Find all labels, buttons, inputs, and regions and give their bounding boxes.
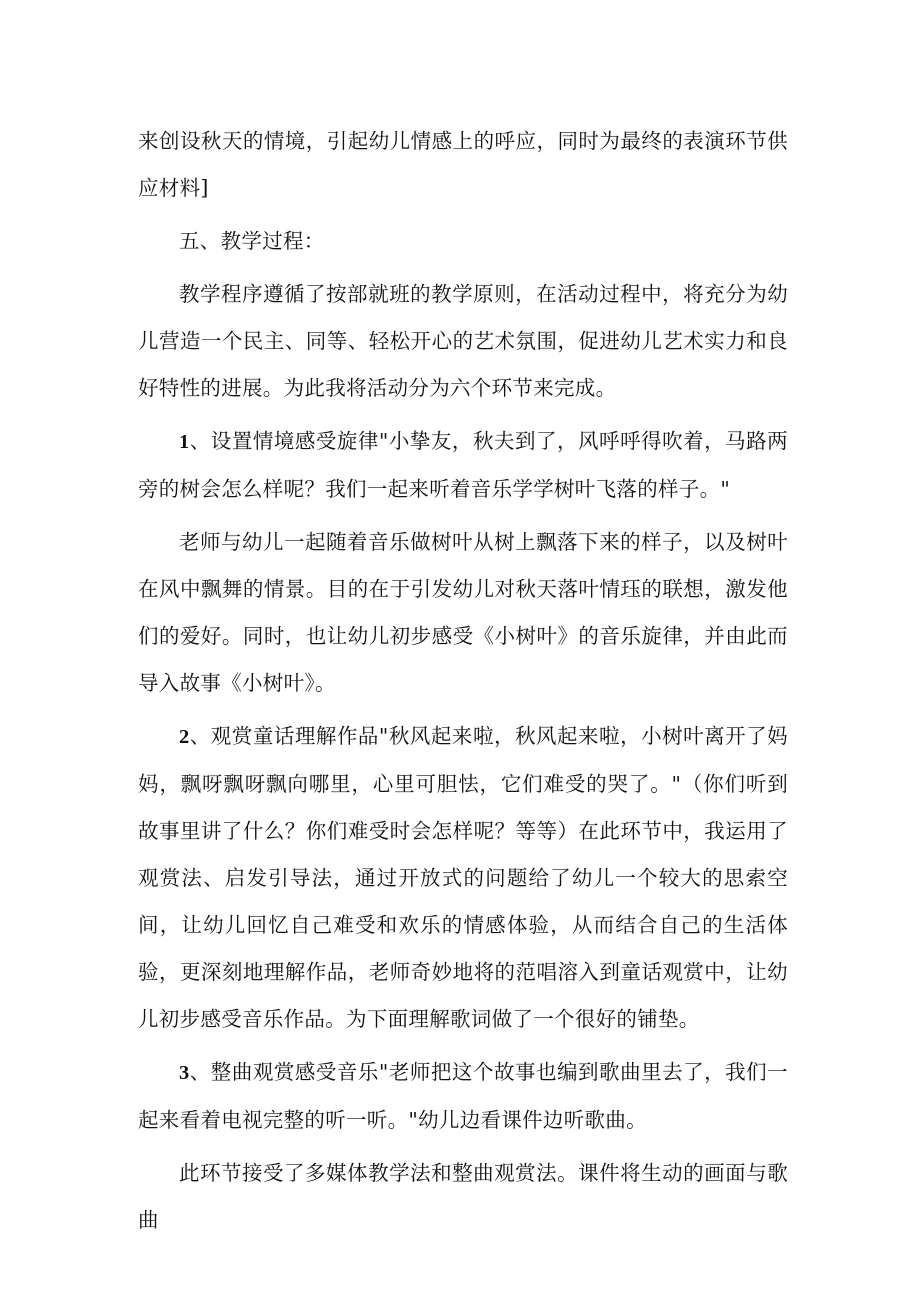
paragraph-text: 教学程序遵循了按部就班的教学原则，在活动过程中，将充分为幼儿营造一个民主、同等、轻松开心的艺术氛围，促进幼儿艺术实力和良好特性的进展。为此我将活动分为六个环节来完成。 [138, 282, 788, 400]
paragraph-text: 此环节接受了多媒体教学法和整曲观赏法。课件将生动的画面与歌曲 [138, 1161, 788, 1232]
heading-text: 五、教学过程： [179, 229, 325, 253]
paragraph-text: 、观赏童话理解作品"秋风起来啦，秋风起来啦，小树叶离开了妈妈，飘呀飘呀飘向哪里，心里可胆怯，它们难受的哭了。"（你们听到故事里讲了什么？你们难受时会怎样呢？等等）在此环节中，我运用了观赏法、启发引导法，通过开放式的问题给了幼儿一个较大的思索空间，让幼儿回忆自己难受和欢乐的情感体验，从而结合自己的生活体验，更深刻地理解作品，老师奇妙地将的范唱溶入到童话观赏中，让幼儿初步感受音乐作品。为下面理解歌词做了一个很好的铺垫。 [138, 724, 788, 1031]
document-body [138, 118, 788, 1244]
step-number: 2 [179, 726, 190, 748]
paragraph-text: 、整曲观赏感受音乐"老师把这个故事也编到歌曲里去了，我们一起来看着电视完整的听一听。"幼儿边看课件边听歌曲。 [138, 1060, 788, 1132]
paragraph-step-1-explanation [138, 519, 788, 707]
paragraph-text: 、设置情境感受旋律"小挚友，秋夫到了，风呼呼得吹着，马路两旁的树会怎么样呢？我们一起来听着音乐学学树叶飞落的样子。" [138, 429, 788, 501]
paragraph-teaching-principle [138, 271, 788, 412]
section-heading-teaching-process [138, 218, 788, 265]
paragraph-text: 来创设秋天的情境，引起幼儿情感上的呼应，同时为最终的表演环节供应材料] [138, 129, 788, 200]
step-1-paragraph [138, 418, 788, 513]
step-number: 3 [179, 1062, 190, 1084]
step-number: 1 [179, 431, 190, 453]
paragraph-continued [138, 118, 788, 212]
step-3-paragraph [138, 1049, 788, 1144]
paragraph-step-3-explanation [138, 1150, 788, 1244]
paragraph-text: 老师与幼儿一起随着音乐做树叶从树上飘落下来的样子，以及树叶在风中飘舞的情景。目的在于引发幼儿对秋天落叶情珏的联想，激发他们的爱好。同时，也让幼儿初步感受《小树叶》的音乐旋律，并由此而导入故事《小树叶》。 [138, 530, 788, 695]
step-2-paragraph [138, 713, 788, 1043]
